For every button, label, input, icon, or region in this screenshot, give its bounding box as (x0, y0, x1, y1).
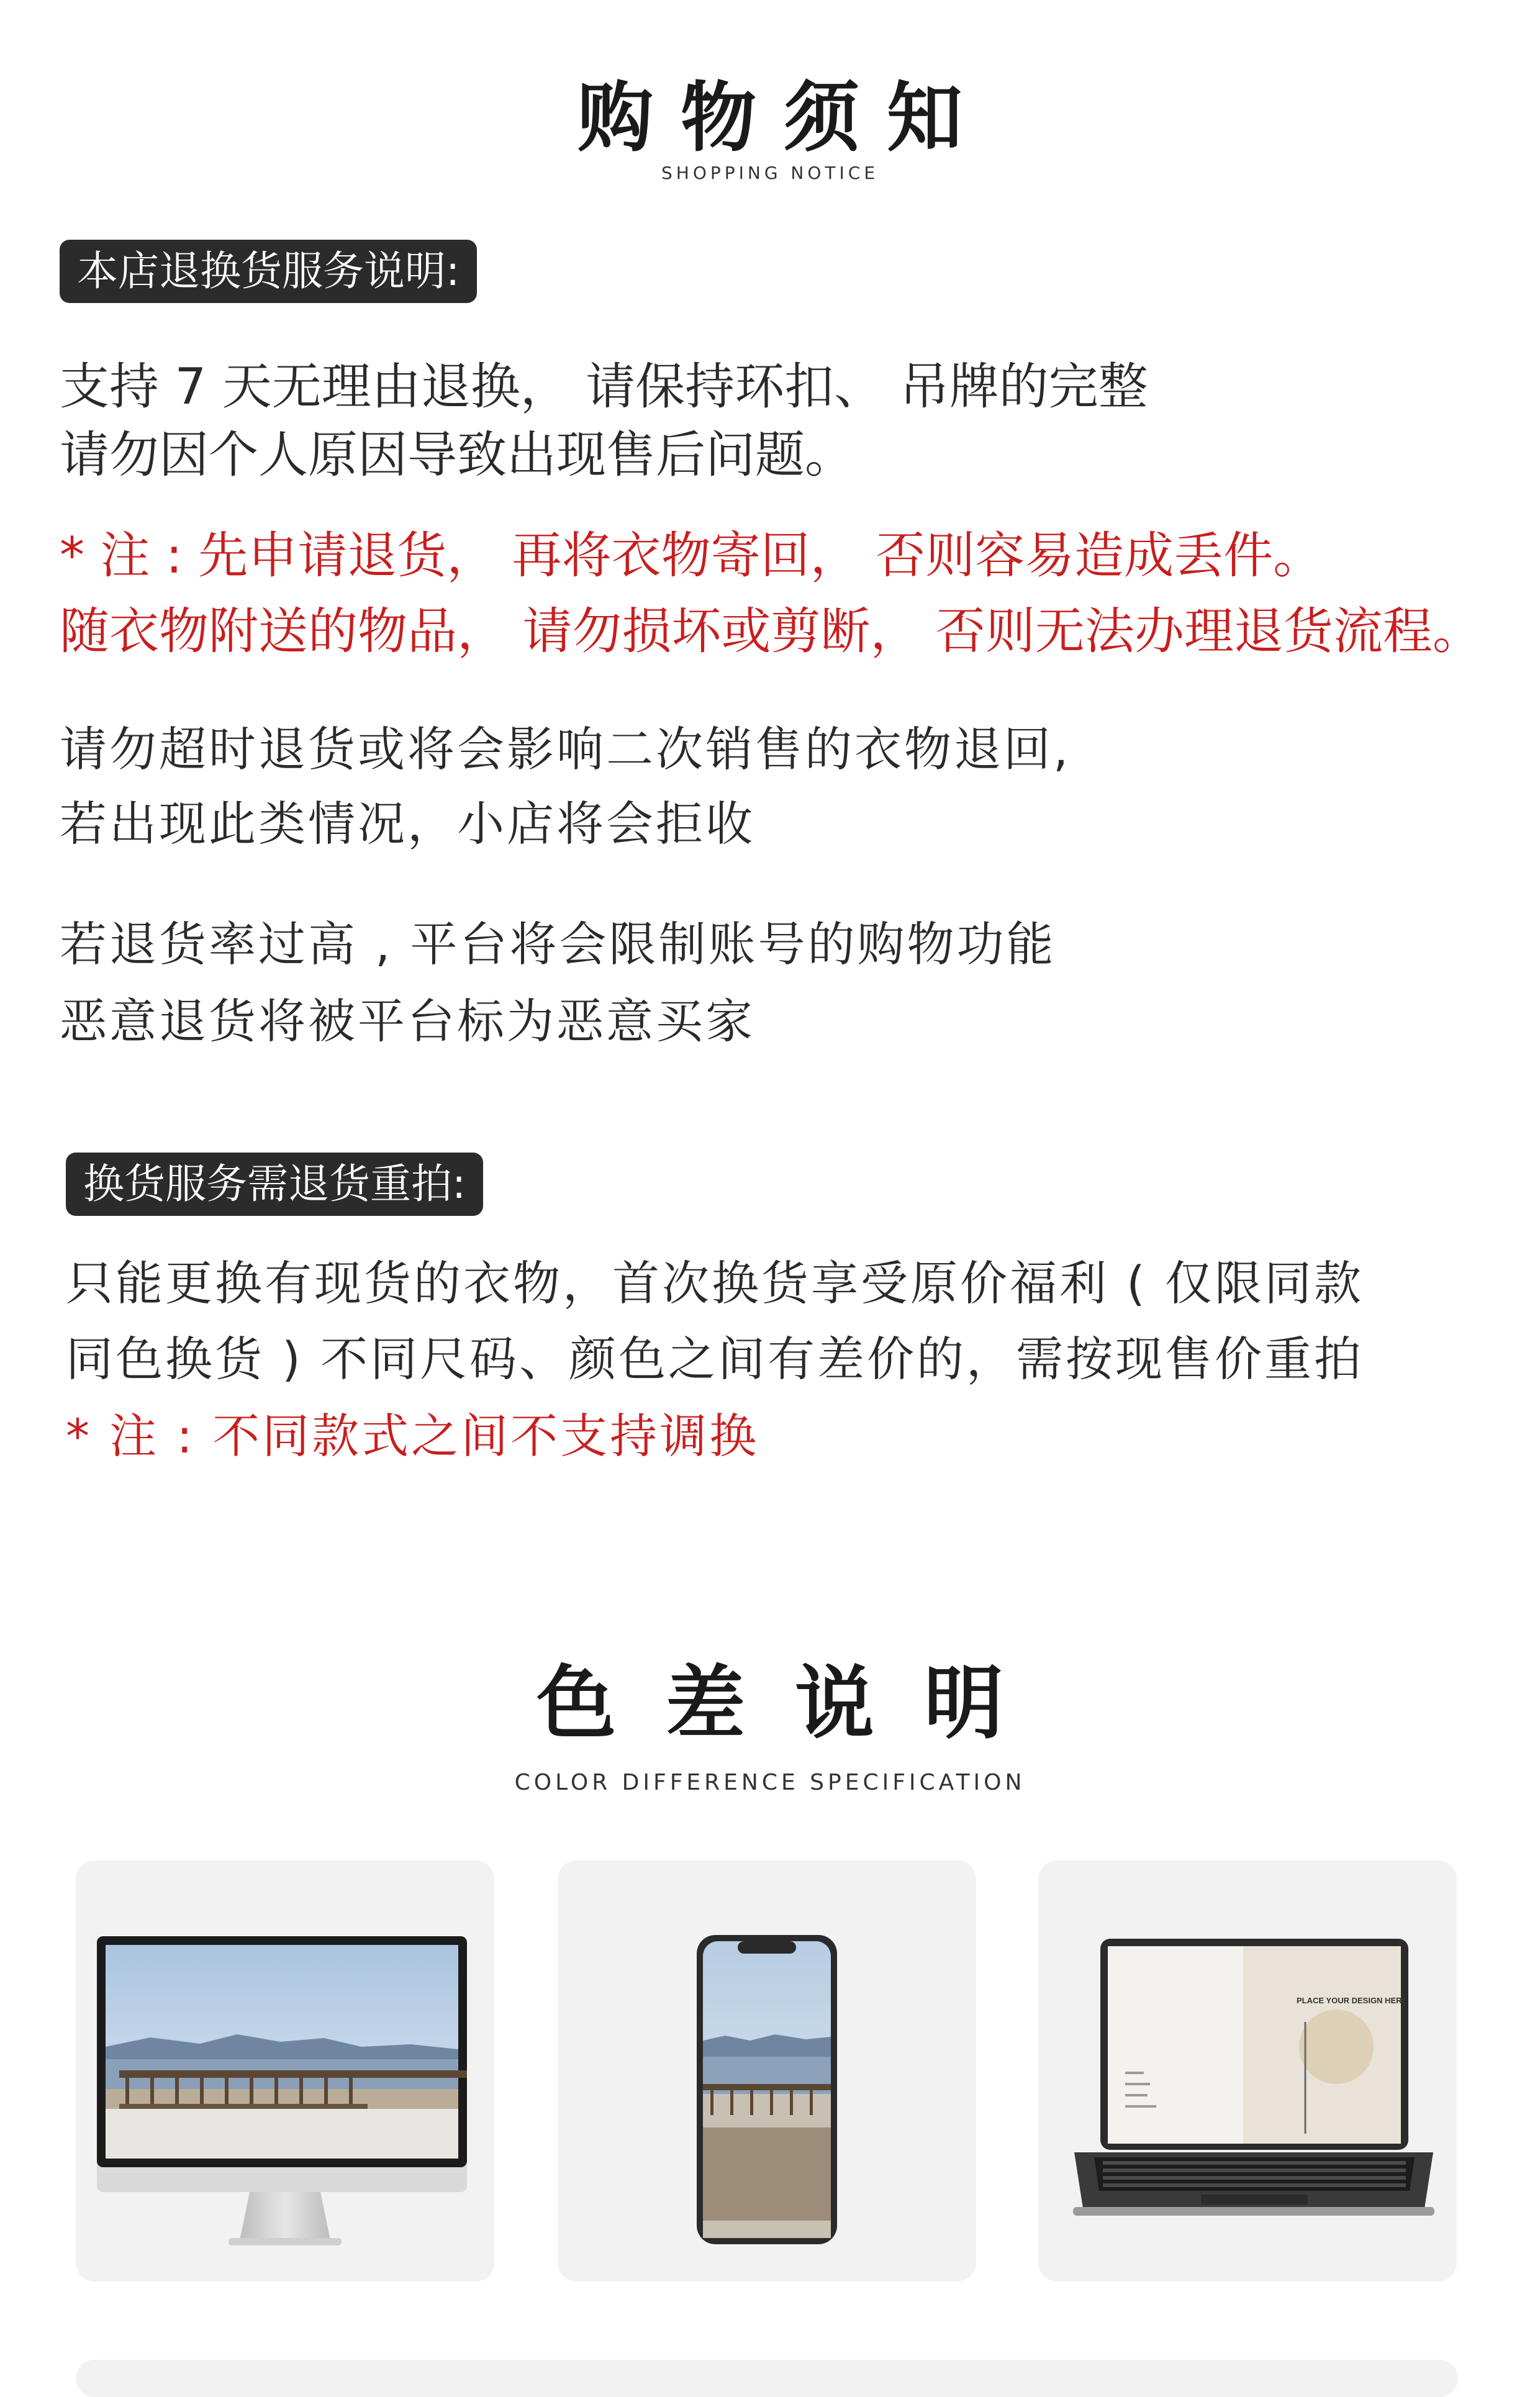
laptop-card (1038, 1860, 1457, 2281)
desktop-monitor-image (76, 1860, 494, 2281)
returns-note: * 注 : 先申请退货， 再将衣物寄回， 否则容易造成丢件。 (60, 527, 1323, 584)
exchange-label: 换货服务需退货重拍: (66, 1153, 483, 1216)
returns-line: 请勿因个人原因导致出现售后问题。 (60, 426, 854, 484)
returns-label: 本店退换货服务说明: (60, 240, 477, 303)
page-title: 购物须知 (578, 74, 990, 162)
color-difference-subtitle: COLOR DIFFERENCE SPECIFICATION (514, 1770, 1026, 1795)
returns-line: 恶意退货将被平台标为恶意买家 (60, 994, 755, 1049)
exchange-line: 同色换货 ) 不同尺码、颜色之间有差价的，需按现售价重拍 (66, 1331, 1364, 1387)
desktop-monitor-card (76, 1860, 494, 2281)
returns-line: 支持 7 天无理由退换， 请保持环扣、 吊牌的完整 (60, 358, 1148, 415)
color-difference-title: 色差说明 (536, 1657, 1053, 1750)
returns-line: 请勿超时退货或将会影响二次销售的衣物退回, (60, 722, 1071, 777)
page-subtitle: SHOPPING NOTICE (661, 163, 879, 183)
returns-line: 若退货率过高 , 平台将会限制账号的购物功能 (60, 917, 1056, 972)
exchange-note: * 注 : 不同款式之间不支持调换 (66, 1408, 759, 1464)
smartphone-image (558, 1860, 976, 2281)
returns-note: 随衣物附送的物品， 请勿损坏或剪断， 否则无法办理退货流程。 (60, 602, 1482, 660)
next-section-card (76, 2360, 1458, 2397)
laptop-screen-text: PLACE YOUR DESIGN HERE (1297, 1996, 1408, 2005)
returns-line: 若出现此类情况，小店将会拒收 (60, 796, 755, 851)
laptop-image (1038, 1860, 1457, 2281)
exchange-line: 只能更换有现货的衣物，首次换货享受原价福利 ( 仅限同款 (66, 1256, 1364, 1311)
smartphone-card (558, 1860, 976, 2281)
